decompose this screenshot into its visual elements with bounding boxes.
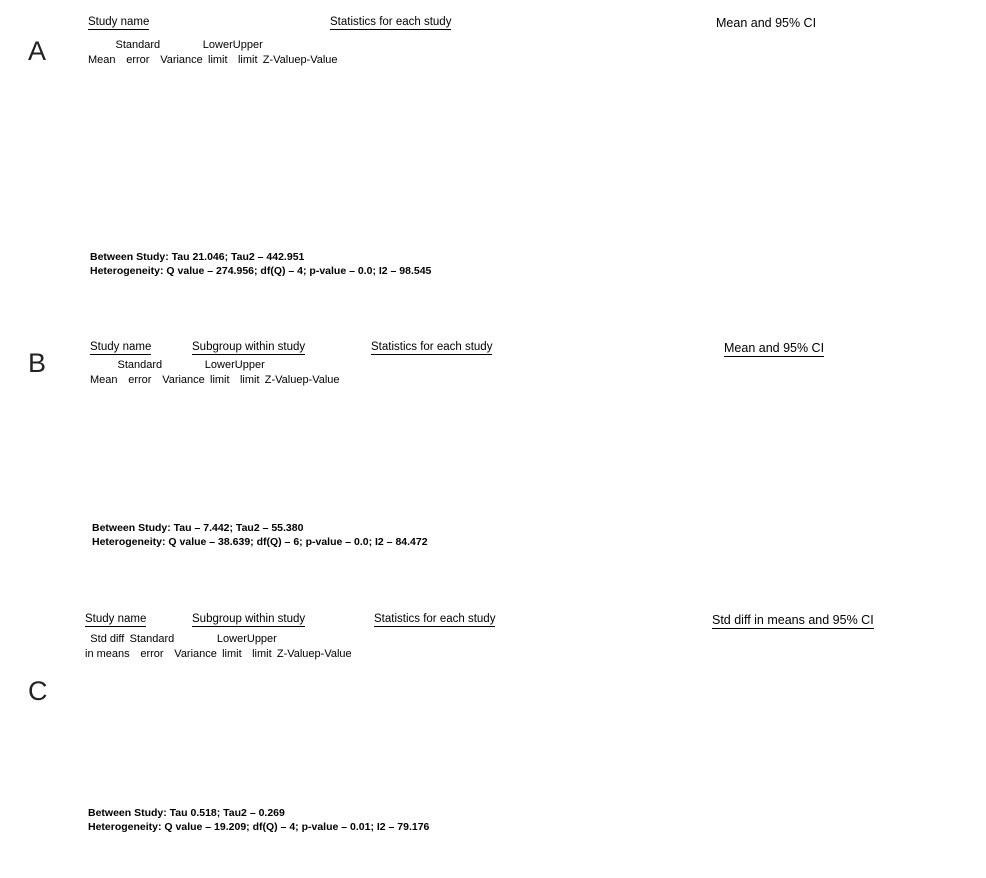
panel-a-statistics-notes (90, 250, 431, 278)
panel-c-x-axis (614, 772, 986, 790)
panel-b-plot-title: Mean and 95% CI (724, 341, 825, 355)
panel-c-plot-title: Std diff in means and 95% CI (712, 613, 874, 627)
panel-b-col-mean: Mean (90, 374, 118, 386)
panel-a-col-upper-line2: limit (237, 54, 258, 66)
panel-c-col-se-line2: error (140, 648, 164, 660)
panel-c-subgroup-header: Subgroup within study (192, 613, 306, 625)
panel-b-col-upper-line2: limit (239, 374, 260, 386)
panel-b-letter: B (28, 348, 47, 378)
panel-b-table (90, 360, 340, 390)
panel-b-heterogeneity-note: Heterogeneity: Q value – 38.639; df(Q) – 6; p-value – 0.0; I2 – 84.472 (92, 536, 428, 549)
panel-c-col-stddiff-line1: Std diff (90, 633, 125, 645)
panel-c-statistics-header: Statistics for each study (374, 613, 496, 625)
panel-b-col-se-line1: Standard (117, 359, 163, 371)
panel-a-col-variance: Variance (160, 54, 203, 66)
panel-b-statistics-notes (92, 521, 428, 549)
panel-b-col-variance: Variance (162, 374, 205, 386)
panel-c-col-stddiff-line2: in means (85, 648, 130, 660)
panel-c-letter: C (28, 676, 48, 706)
panel-a-col-upper-line1: Upper (232, 39, 263, 51)
panel-a-col-zvalue: Z-Value (262, 54, 301, 66)
panel-a-col-mean: Mean (88, 54, 116, 66)
panel-c-heterogeneity-note: Heterogeneity: Q value – 19.209; df(Q) – 4; p-value – 0.01; I2 – 79.176 (88, 821, 430, 834)
panel-b-x-axis (606, 493, 986, 511)
panel-a-heterogeneity-note: Heterogeneity: Q value – 274.956; df(Q) – 4; p-value – 0.0; I2 – 98.545 (90, 265, 432, 278)
panel-a-col-se-line2: error (126, 54, 150, 66)
panel-b-study-name-header: Study name (90, 341, 152, 353)
panel-a-table (88, 40, 338, 70)
panel-c-table (85, 634, 352, 664)
panel-c-col-se-line1: Standard (129, 633, 175, 645)
panel-a-col-se-line1: Standard (115, 39, 161, 51)
panel-c-header-row-1 (85, 634, 352, 645)
panel-b-between-study-note: Between Study: Tau – 7.442; Tau2 – 55.380 (92, 522, 304, 534)
panel-c-col-variance: Variance (174, 648, 217, 660)
panel-b-col-se-line2: error (128, 374, 152, 386)
panel-a-col-lower-line2: limit (208, 54, 228, 66)
panel-c-statistics-notes (88, 806, 429, 834)
panel-b-col-lower-line2: limit (210, 374, 230, 386)
panel-a-x-axis (600, 212, 986, 230)
panel-a-header-row-2 (88, 51, 338, 70)
panel-b-header-row-2 (90, 371, 340, 390)
panel-b-col-upper-line1: Upper (234, 359, 265, 371)
panel-c-col-upper-line2: limit (252, 648, 272, 660)
panel-c-col-upper-line1: Upper (246, 633, 277, 645)
panel-a-header-row-1 (88, 40, 338, 51)
panel-a-between-study-note: Between Study: Tau 21.046; Tau2 – 442.951 (90, 251, 305, 263)
panel-b-statistics-header: Statistics for each study (371, 341, 493, 353)
panel-a-study-name-header: Study name (88, 16, 150, 28)
panel-b-col-zvalue: Z-Value (264, 374, 303, 386)
panel-c-study-name-header: Study name (85, 613, 147, 625)
panel-b-col-pvalue: p-Value (302, 374, 340, 386)
panel-c-col-lower-line2: limit (222, 648, 242, 660)
panel-a-table-head (88, 40, 338, 70)
panel-a-statistics-header: Statistics for each study (330, 16, 452, 28)
panel-a-col-pvalue: p-Value (300, 54, 338, 66)
panel-b-col-lower-line1: Lower (204, 359, 235, 371)
panel-b-header-row-1 (90, 360, 340, 371)
panel-c-between-study-note: Between Study: Tau 0.518; Tau2 – 0.269 (88, 807, 285, 819)
panel-c-header-row-2 (85, 645, 352, 664)
panel-c-table-head (85, 634, 352, 664)
panel-b-subgroup-header: Subgroup within study (192, 341, 306, 353)
panel-c-col-zvalue: Z-Value (276, 648, 315, 660)
panel-c-col-pvalue: p-Value (314, 648, 352, 660)
panel-b-table-head (90, 360, 340, 390)
panel-a-plot-title: Mean and 95% CI (716, 16, 817, 30)
panel-c-col-lower-line1: Lower (216, 633, 247, 645)
panel-a-letter: A (28, 36, 47, 66)
panel-a-col-lower-line1: Lower (202, 39, 233, 51)
